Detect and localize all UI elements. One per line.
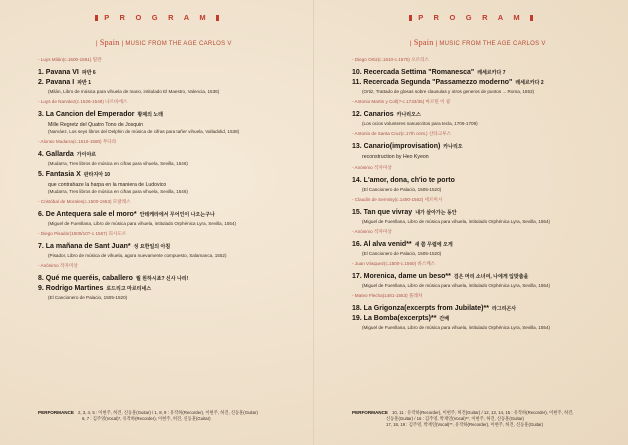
piece-title: 2. Pavana I	[38, 79, 75, 86]
program-item-title	[38, 110, 239, 120]
program-item-title	[352, 304, 550, 314]
program-item-title	[352, 314, 550, 324]
program-list-left	[38, 52, 239, 304]
composer-name: - Anónimo 작자미상	[352, 229, 392, 234]
piece-source: (Miguel de Fuenllana, Libro de música para vihuela, intitulado Orphénica Lyra, Sevilla, 1554)	[362, 219, 551, 224]
piece-source: (Narváez, Los seys libros del Delphin de música de cifras para tañer vihuela, Valladolid, 1538)	[48, 129, 240, 134]
program-item-title	[38, 210, 239, 220]
composer-name: - Alonso Mudarra(c.1510-1580) 무다라	[38, 139, 117, 144]
composer-name: - Anónimo 작자미상	[352, 165, 392, 170]
piece-title: 10. Recercada Settima "Romanesca"	[352, 69, 475, 76]
program-item-title	[352, 240, 550, 250]
piece-title: 15. Tan que vivray	[352, 209, 413, 216]
program-heading: P R O G R A M	[314, 13, 628, 22]
piece-korean-title: 라그리곤사	[491, 306, 517, 312]
program-item-title	[38, 170, 239, 180]
piece-title: 16. Al alva venid**	[352, 241, 412, 248]
piece-title: 12. Canarios	[352, 111, 394, 118]
piece-title: 11. Recercada Segunda "Passamezzo moderno"	[352, 79, 513, 86]
piece-subtitle: que contrahaze la harpa en la maniera de Ludovico	[48, 182, 167, 188]
composer-name: - Luys Milán(c.1500-1561) 밀란	[38, 57, 102, 62]
heading-mark-icon	[530, 15, 533, 21]
piece-korean-title: 파반 1	[77, 80, 92, 86]
program-item-title	[38, 242, 239, 252]
piece-korean-title: 검은 머리 소녀여, 나에게 입맞춤을	[453, 274, 529, 280]
program-item-title	[38, 78, 239, 88]
composer-name: - Juan Vásquez(c.1500-c.1560) 바스케스	[352, 261, 436, 266]
composer-name: - Mateo Flecha(1481-1553) 플레차	[352, 293, 423, 298]
heading-mark-icon	[95, 15, 98, 21]
piece-source: (Pisador, Libro de música de vihuela, agora nuevamente compuesto, Salamanca, 1552)	[48, 253, 227, 258]
piece-title: 14. L'amor, dona, ch'io te porto	[352, 177, 455, 184]
piece-korean-title: 황제의 노래	[137, 112, 164, 118]
piece-korean-title: 레세르카다 7	[477, 70, 506, 76]
piece-title: 17. Morenica, dame un beso**	[352, 273, 451, 280]
section-subtitle: | Spain | MUSIC FROM THE AGE CARLOS V	[96, 38, 232, 47]
program-item-title	[38, 284, 239, 294]
performance-text: 2, 3, 4, 5 : 이현주, 허견, 신동훈(Guitar) / 1, 8, 9 : 유작하(Recorder), 이현주, 허견, 신동훈(Guitar)	[78, 410, 258, 415]
piece-title: 18. La Grigonza(excerpts from Jubilate)**	[352, 305, 489, 312]
piece-title: 5. Fantasia X	[38, 171, 81, 178]
composer-name: - Anónimo 작자미상	[38, 263, 78, 268]
performance-line	[352, 422, 573, 428]
performance-credits-right	[352, 410, 573, 428]
composer-name: - Antonio Martin y Coll(?-c.1733/35) 마르틴 이 콜	[352, 99, 451, 104]
program-item-title	[352, 78, 550, 88]
piece-korean-title: 안테케라에서 무어인이 나오는구나	[139, 212, 215, 218]
piece-korean-title: 카나리오	[443, 144, 463, 150]
piece-title: 13. Canario(improvisation)	[352, 143, 441, 150]
program-item-title	[38, 274, 239, 284]
composer-name: - Luys de Narváez(c.1526-1549) 나르바에스	[38, 99, 128, 104]
piece-source: (Ortiz, Trattado de glosas sobre clausulas y otros generos de puntos ... Roma, 1553)	[362, 89, 535, 94]
piece-korean-title: 로드리고 마르티네스	[106, 286, 152, 292]
composer-name: - Diego Ortiz(c.1510-c.1570) 오르티스	[352, 57, 429, 62]
piece-source: (Mudarra, Tres libros de música en cifras para vihuela, Sevilla, 1546)	[48, 161, 188, 166]
piece-korean-title: 카나리오스	[396, 112, 421, 118]
composer-name: - Diego Pisador(1509/10?-c.1557) 피사도르	[38, 231, 127, 236]
performance-line	[38, 416, 258, 422]
piece-title: 7. La mañana de Sant Juan*	[38, 243, 131, 250]
piece-source: (Milán, Libro de música para vihuela de mano, intitulado El Maestro, Valencia, 1536)	[48, 89, 220, 94]
piece-source: (Miguel de Fuenllana, Libro de música para vihuela, intitulado Orphénica Lyra, Sevilla, 1554)	[362, 325, 551, 330]
piece-subtitle: reconstruction by Heo Kyeon	[362, 154, 429, 160]
program-item-title	[38, 68, 239, 78]
piece-source: (Mudarra, Tres libros de música en cifras para vihuela, Sevilla, 1546)	[48, 189, 188, 194]
piece-title: 4. Gallarda	[38, 151, 74, 158]
performance-text: 신동훈(Guitar) / 16 : 김주영, 박재연(Vocal)**, 이현주, 허견, 신동훈(Guitar)	[386, 416, 524, 421]
piece-korean-title: 간배	[439, 316, 450, 322]
performance-text: 6, 7 : 김주영(Vocal)*, 유작하(Recorder), 이현주, 허견, 신동훈(Guitar)	[82, 416, 211, 421]
piece-korean-title: 성 요한일의 아침	[133, 244, 171, 250]
section-subtitle: | Spain | MUSIC FROM THE AGE CARLOS V	[410, 38, 546, 47]
piece-source: (El Cancionero de Palacio, 1505-1520)	[48, 295, 128, 300]
performance-label: PERFORMANCE	[352, 410, 388, 415]
piece-korean-title: 내가 살아가는 동안	[415, 210, 457, 216]
program-item-title	[352, 142, 550, 152]
piece-korean-title: 판타지아 10	[83, 172, 111, 178]
piece-korean-title: 파반 6	[81, 70, 96, 76]
program-list-right	[352, 52, 550, 334]
composer-name: - Claudin de Sermisy(c.1490-1562) 세르미시	[352, 197, 443, 202]
piece-korean-title: 레세르카다 2	[515, 80, 544, 86]
performance-text: 17, 18, 19 : 김주영, 박재연(Vocal)**, 유작하(Recorder), 이현주, 허견, 신동훈(Guitar)	[386, 422, 544, 427]
piece-source: (El Cancionero de Palacio, 1505-1520)	[362, 251, 442, 256]
heading-mark-icon	[409, 15, 412, 21]
composer-name: - Antonio de Santa Cruz(c.17th cent.) 산타크루스	[352, 131, 452, 136]
piece-source: (Miguel de Fuenllana, Libro de música para vihuela, intitulado Orphénica Lyra, Sevilla, 1554)	[48, 221, 237, 226]
right-page	[314, 0, 628, 445]
heading-mark-icon	[216, 15, 219, 21]
piece-title: 1. Pavana VI	[38, 69, 79, 76]
performance-credits-left	[38, 410, 258, 422]
composer-name: - Cristóbal de Morales(c.1500-1553) 모랄레스	[38, 199, 131, 204]
performance-label: PERFORMANCE	[38, 410, 74, 415]
piece-title: 3. La Cancion del Emperador	[38, 111, 135, 118]
piece-title: 9. Rodrigo Martines	[38, 285, 104, 292]
piece-title: 6. De Antequera sale el moro*	[38, 211, 137, 218]
piece-title: 8. Qué me queréis, caballero	[38, 275, 133, 282]
performance-text: 10, 11 : 유작하(Recorder), 이현주, 허견(Guitar) / 12, 13, 14, 15 : 유작하(Recorder), 이현주, 허견,	[392, 410, 574, 415]
piece-source: (El Cancionero de Palacio, 1505-1520)	[362, 187, 442, 192]
piece-korean-title: 새 쯤 무렵에 오게	[414, 242, 453, 248]
piece-subtitle: Mille Regretz del Quatro Tono de Josquin	[48, 122, 144, 128]
piece-korean-title: 가이야르	[76, 152, 97, 158]
piece-korean-title: 뭘 원하시죠? 신사 나리!	[135, 276, 189, 282]
program-item-title	[352, 110, 550, 120]
piece-title: 19. La Bomba(excerpts)**	[352, 315, 437, 322]
program-item-title	[352, 208, 550, 218]
program-item-title	[352, 176, 550, 186]
program-heading: P R O G R A M	[0, 13, 314, 22]
program-item-title	[352, 68, 550, 78]
piece-source: (Los ocios volunteres nanuscritos para tecla, 1706-1709)	[362, 121, 478, 126]
program-item-title	[38, 150, 239, 160]
program-item-title	[352, 272, 550, 282]
piece-source: (Miguel de Fuenllana, Libro de música para vihuela, intitulado Orphénica Lyra, Sevilla, 1554)	[362, 283, 551, 288]
